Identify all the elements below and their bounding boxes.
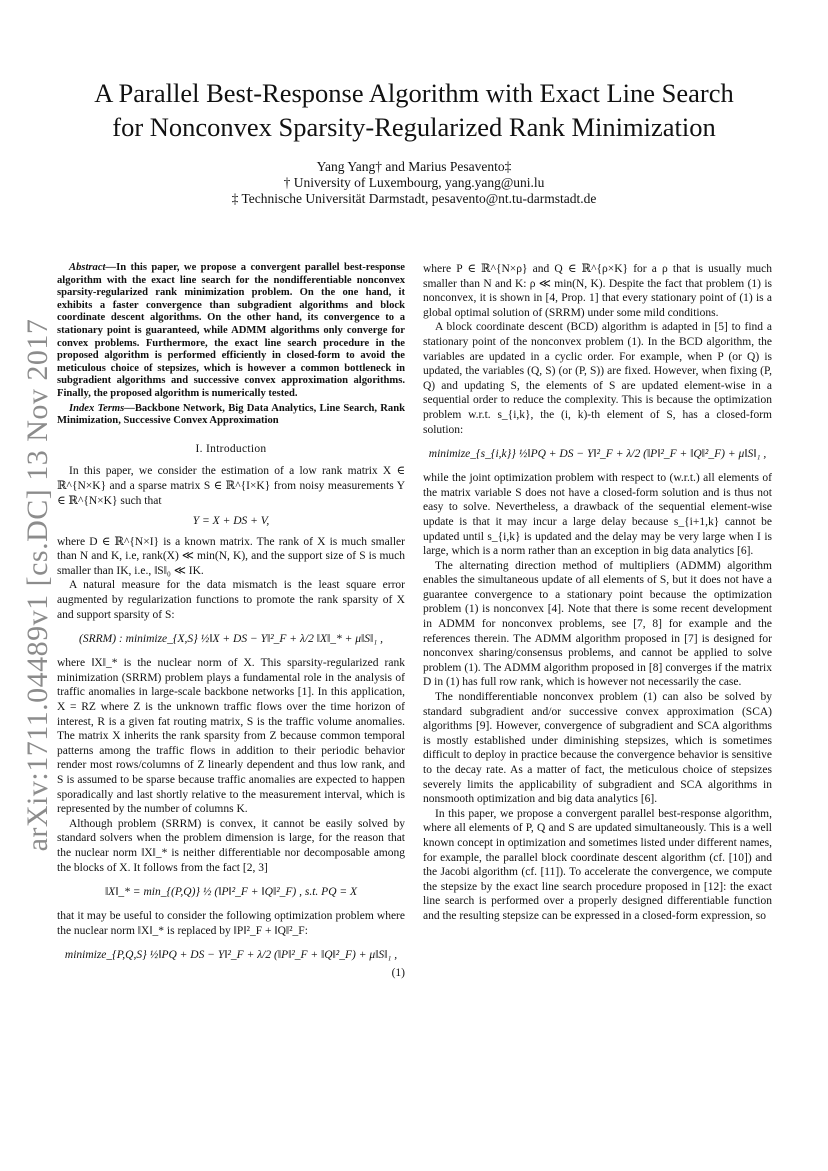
author-names: Yang Yang† and Marius Pesavento‡ [316, 159, 512, 174]
right-paragraph-5: The nondifferentiable nonconvex problem (1) can also be solved by standard subgradient and/or successive convex approximation (SCA) algorithms [9]. However, convergence of subgradient and SCA algorithms is mostly established under diminishing stepsizes, which is sometimes difficult to deploy in practice because the convergence behavior is sensitive to the decay rate. As a matter of fact, the meticulous choice of stepsizes severely limits the applicability of subgradient and SCA algorithms in nonsmooth optimization and big data analytics [6]. [423, 691, 772, 806]
arxiv-stamp-text: arXiv:1711.04489v1 [cs.DC] 13 Nov 2017 [21, 318, 54, 852]
abstract-lead: Abstract— [69, 262, 117, 273]
right-column [423, 262, 772, 924]
abstract [57, 262, 405, 401]
intro-paragraph-5: Although problem (SRRM) is convex, it cannot be easily solved by standard solvers when the problem dimension is large, for the reason that the nuclear norm ‖X‖_* is neither differentiable nor decomposable among the blocks of X. It follows from the fact [2, 3] [57, 817, 405, 874]
author-block [60, 159, 768, 207]
right-paragraph-1: where P ∈ ℝ^{N×ρ} and Q ∈ ℝ^{ρ×K} for a ρ that is usually much smaller than N and K: ρ ≪ min(N, K). Despite the fact that problem (1) is nonconvex, it is shown in [4, Prop. 1] that every stationary point of (1) is a global optimal solution of (SRRM) under some mild conditions. [423, 263, 772, 319]
equation-srrm: (SRRM) : minimize_{X,S} ½‖X + DS − Y‖²_F + λ/2 ‖X‖_* + μ‖S‖₁ , [79, 633, 383, 646]
right-paragraph-3: while the joint optimization problem with respect to (w.r.t.) all elements of the matrix variable S does not have a closed-form solution and is thus not easy to solve. Nevertheless, a drawback of the sequential element-wise update is that it may incur a large delay because s_{i+1,k} cannot be updated until s_{i,k} is updated and the delay may be very large when I is large, which is a norm rather than an exception in big data analytics [6]. [423, 472, 772, 558]
index-terms [57, 403, 405, 428]
equation-1-number: (1) [391, 967, 405, 980]
equation-sik: minimize_{s_{i,k}} ½‖PQ + DS − Y‖²_F + λ/2 (‖P‖²_F + ‖Q‖²_F) + μ‖S‖₁ , [428, 448, 767, 461]
affiliation-1: † University of Luxembourg, yang.yang@uni.lu [283, 175, 545, 190]
title-line-1: A Parallel Best-Response Algorithm with Exact Line Search [94, 78, 734, 108]
section-heading-introduction: I. Introduction [195, 442, 267, 455]
right-paragraph-2: A block coordinate descent (BCD) algorithm is adapted in [5] to find a stationary point of the nonconvex problem (1). In the BCD algorithm, the variables are updated in a cyclic order. For example, when P (or Q) is updated, the variables (Q, S) (or (P, S)) are fixed. However, when fixing (P, Q) and updating S, the elements of S are updated element-wise in a sequential order to reduce the complexity. This is because the optimization problem w.r.t. s_{i,k}, the (i, k)-th element of S, has a closed-form solution: [423, 321, 772, 436]
intro-paragraph-6: that it may be useful to consider the following optimization problem where the nuclear norm ‖X‖_* is replaced by ‖P‖²_F + ‖Q‖²_F: [57, 910, 405, 937]
abstract-body: In this paper, we propose a convergent parallel best-response algorithm with the exact line search for the nondifferentiable nonconvex sparsity-regularized rank minimization problem. On the one hand, it exhibits a faster convergence than subgradient algorithms and block coordinate descent algorithms. On the other hand, its convergence to a stationary point is guaranteed, while ADMM algorithms only converge for convex problems. Furthermore, the exact line search procedure in the proposed algorithm is performed efficiently in closed-form to avoid the meticulous choice of stepsizes, which is however a common bottleneck in subgradient algorithms and successive convex approximation algorithms. Finally, the proposed algorithm is numerically tested. [57, 262, 405, 399]
title-line-2: for Nonconvex Sparsity-Regularized Rank Minimization [112, 112, 716, 142]
intro-paragraph-3: A natural measure for the data mismatch is the least square error augmented by regularization functions to promote the rank sparsity of X and support sparsity of S: [57, 579, 405, 621]
equation-nuclear-norm: ‖X‖_* = min_{(P,Q)} ½ (‖P‖²_F + ‖Q‖²_F) , s.t. PQ = X [104, 886, 358, 899]
intro-paragraph-2: where D ∈ ℝ^{N×I} is a known matrix. The rank of X is much smaller than N and K, i.e, rank(X) ≪ min(N, K), and the support size of S is much smaller than IK, i.e., ‖S‖₀ ≪ IK. [57, 535, 405, 577]
left-column [57, 262, 405, 981]
index-terms-lead: Index Terms— [69, 402, 135, 414]
intro-paragraph-1: In this paper, we consider the estimation of a low rank matrix X ∈ ℝ^{N×K} and a sparse matrix S ∈ ℝ^{I×K} from noisy measurements Y ∈ ℝ^{N×K} such that [57, 465, 405, 507]
right-paragraph-4: The alternating direction method of multipliers (ADMM) algorithm enables the simultaneous update of all elements of S, but it does not have a guarantee convergence to a stationary point because the optimization problem (1) is nonconvex [4]. Note that there is some recent development in ADMM for nonconvex problems, see [7, 8] for example and the references therein. The ADMM algorithm proposed in [7] is designed for nonconvex sharing/consensus problems, and cannot be applied to solve problem (1). The ADMM algorithm proposed in [8] converges if the matrix D in (1) has full row rank, which is however not necessarily the case. [423, 559, 772, 689]
right-paragraph-6: In this paper, we propose a convergent parallel best-response algorithm, where all elements of P, Q and S are updated simultaneously. This is a well known concept in optimization and sometimes listed under different names, for example, the parallel block coordinate descent algorithm (cf. [10]) and the Jacobi algorithm (cf. [11]). To accelerate the convergence, we compute the stepsize by the exact line search procedure proposed in [12]: the exact line search is performed over a properly designed differentiable function and the resulting stepsize can be expressed in a closed-form expression, so [423, 807, 772, 922]
affiliation-2: ‡ Technische Universität Darmstadt, pesavento@nt.tu-darmstadt.de [231, 191, 597, 206]
equation-1: minimize_{P,Q,S} ½‖PQ + DS − Y‖²_F + λ/2 (‖P‖²_F + ‖Q‖²_F) + μ‖S‖₁ , [64, 949, 398, 962]
equation-model: Y = X + DS + V, [192, 515, 270, 528]
intro-paragraph-4: where ‖X‖_* is the nuclear norm of X. This sparsity-regularized rank minimization (SRRM) problem plays a fundamental role in the analysis of traffic anomalies in large-scale backbone networks [1]. In this application, X = RZ where Z is the unknown traffic flows over the time horizon of interest, R is a given fat routing matrix, S is the traffic volume anomalies. The matrix X inherits the rank sparsity from Z because common temporal patterns among the traffic flows in addition to their periodic behavior render most rows/columns of Z linearly dependent and thus low rank, and S is assumed to be sparse because traffic anomalies are expected to happen sporadically and last shortly relative to the measurement interval, which is represented by the number of columns K. [57, 657, 405, 816]
index-terms-body: Backbone Network, Big Data Analytics, Line Search, Rank Minimization, Successive Convex Approximation [57, 402, 405, 427]
paper-title [60, 76, 768, 144]
